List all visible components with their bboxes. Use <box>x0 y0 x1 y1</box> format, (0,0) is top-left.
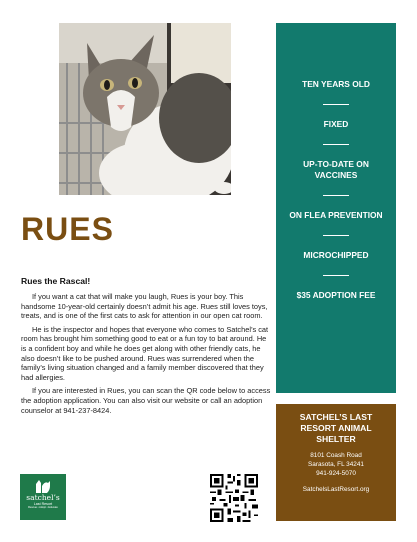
cat-photo <box>59 23 231 195</box>
shelter-name: SATCHEL’S LAST RESORT ANIMAL SHELTER <box>299 412 373 444</box>
logo-subtitle: Last Resort <box>33 502 53 506</box>
cat-name: RUES <box>21 211 114 247</box>
adoption-qr-code[interactable] <box>210 474 258 522</box>
fact-adoption-fee: $35 ADOPTION FEE <box>296 290 376 300</box>
cat-description <box>21 292 273 419</box>
shelter-website: SatchelsLastResort.org <box>302 486 370 493</box>
description-paragraph: He is the inspector and hopes that everyone who comes to Satchel’s cat room has brought him something good to eat or a fun toy to bat around. He is a confident boy and while he does get along with other friendly cats, he also doesn’t like to be pushed around. Rues was surrendered when the family’s living situation changed and a family member discovered that they had allergies. <box>21 324 269 382</box>
fact-flea-prevention: ON FLEA PREVENTION <box>289 210 383 220</box>
fact-age: TEN YEARS OLD <box>302 79 370 89</box>
divider <box>323 144 349 145</box>
shelter-phone: 941-924-5070 <box>316 470 356 477</box>
shelter-address-line1: 8101 Coash Road <box>310 452 362 459</box>
facts-panel <box>276 23 396 393</box>
divider <box>323 235 349 236</box>
satchels-logo <box>20 474 66 520</box>
divider <box>323 195 349 196</box>
fact-microchipped: MICROCHIPPED <box>303 250 369 260</box>
shelter-address-line2: Sarasota, FL 34241 <box>308 461 364 468</box>
logo-tagline: Rescue • Adopt • Educate <box>28 506 58 509</box>
divider <box>323 275 349 276</box>
logo-name: satchel’s <box>26 493 60 502</box>
description-paragraph: If you want a cat that will make you laugh, Rues is your boy. This handsome 10-year-old certainly doesn’t admit his age. Rues still loves toys, treats, and is one of the first cats to ask for attention in our open cat room. <box>21 292 268 321</box>
fact-vaccines: UP-TO-DATE ON VACCINES <box>303 159 369 180</box>
description-paragraph: If you are interested in Rues, you can scan the QR code below to access the adoption application. You can also visit our website or call an adoption counselor at 941-237-8424. <box>21 386 271 415</box>
shelter-info-box <box>276 404 396 521</box>
cat-subtitle: Rues the Rascal! <box>21 276 91 286</box>
divider <box>323 104 349 105</box>
fact-fixed: FIXED <box>323 119 349 129</box>
dog-cat-logo-icon <box>34 478 52 494</box>
